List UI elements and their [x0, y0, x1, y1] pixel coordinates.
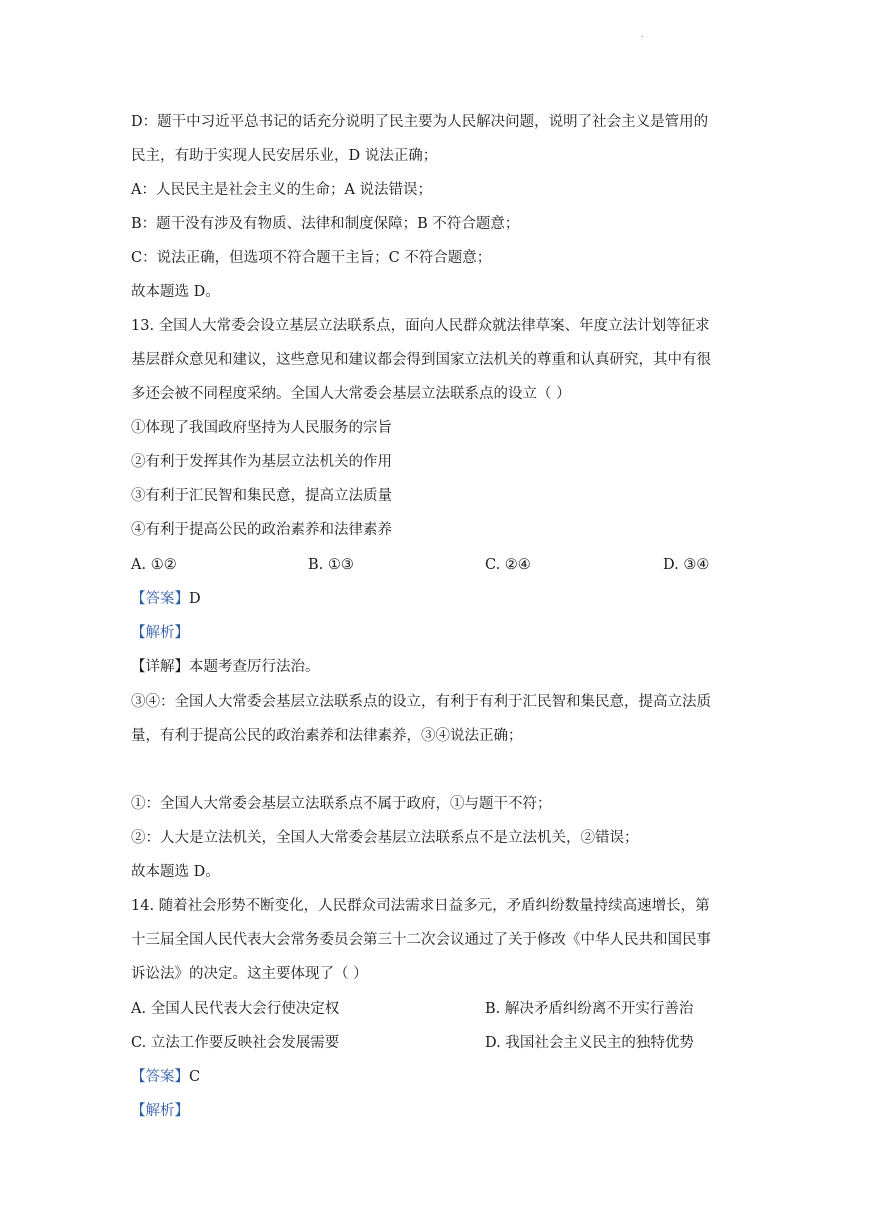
- q14-option-b: B. 解决矛盾纠纷离不开实行善治: [485, 1001, 694, 1017]
- q12-explanation-c: C：说法正确，但选项不符合题干主旨；C 不符合题意；: [131, 250, 492, 266]
- detail-label: 【详解】: [131, 659, 189, 675]
- answer-value: D: [189, 591, 201, 607]
- q13-stem-line1: 13. 全国人大常委会设立基层立法联系点，面向人民群众就法律草案、年度立法计划等征求: [131, 318, 710, 334]
- q13-statement-4: ④有利于提高公民的政治素养和法律素养: [131, 522, 392, 538]
- q13-conclusion: 故本题选 D。: [131, 864, 220, 880]
- q13-explanation-line2: 量，有利于提高公民的政治素养和法律素养，③④说法正确；: [131, 728, 523, 744]
- q14-stem-line3: 诉讼法》的决定。这主要体现了（ ）: [131, 966, 368, 982]
- header-mark: .: [641, 30, 644, 39]
- q14-option-d: D. 我国社会主义民主的独特优势: [485, 1035, 694, 1051]
- q13-analysis-heading: [131, 623, 189, 643]
- q14-stem-line2: 十三届全国人民代表大会常务委员会第三十二次会议通过了关于修改《中华人民共和国民事: [131, 932, 711, 948]
- q12-explanation-d-line2: 民主，有助于实现人民安居乐业，D 说法正确；: [131, 148, 438, 164]
- answer-label: 【答案】: [131, 1069, 189, 1085]
- q14-option-a: A. 全国人民代表大会行使决定权: [131, 1001, 340, 1017]
- q13-statement-1: ①体现了我国政府坚持为人民服务的宗旨: [131, 420, 392, 436]
- q13-explanation-line1: ③④：全国人大常委会基层立法联系点的设立，有利于有利于汇民智和集民意，提高立法质: [131, 694, 711, 710]
- answer-label: 【答案】: [131, 591, 189, 607]
- q13-stem-line3: 多还会被不同程度采纳。全国人大常委会基层立法联系点的设立（ ）: [131, 386, 571, 402]
- q12-explanation-a: A：人民民主是社会主义的生命；A 说法错误；: [131, 182, 433, 198]
- analysis-label: 【解析】: [131, 1103, 189, 1119]
- q13-option-a: A. ①②: [131, 557, 177, 573]
- q14-answer: [131, 1067, 200, 1087]
- q12-explanation-d-line1: D：题干中习近平总书记的话充分说明了民主要为人民解决问题，说明了社会主义是管用的: [131, 114, 709, 130]
- q13-option-b: B. ①③: [308, 557, 354, 573]
- q13-answer: [131, 589, 201, 609]
- q14-stem-line1: 14. 随着社会形势不断变化，人民群众司法需求日益多元，矛盾纠纷数量持续高速增长，第: [131, 898, 710, 914]
- q13-option-c: C. ②④: [485, 557, 531, 573]
- q13-statement-2: ②有利于发挥其作为基层立法机关的作用: [131, 454, 392, 470]
- answer-value: C: [189, 1069, 201, 1085]
- q12-conclusion: 故本题选 D。: [131, 284, 220, 300]
- analysis-label: 【解析】: [131, 625, 189, 641]
- q14-analysis-heading: [131, 1101, 189, 1121]
- q13-explanation-line4: ②：人大是立法机关，全国人大常委会基层立法联系点不是立法机关，②错误；: [131, 830, 639, 846]
- q14-option-c: C. 立法工作要反映社会发展需要: [131, 1035, 340, 1051]
- detail-text: 本题考查厉行法治。: [189, 659, 320, 675]
- q13-option-d: D. ③④: [663, 557, 710, 573]
- q13-detail: [131, 657, 320, 677]
- q13-explanation-line3: ①：全国人大常委会基层立法联系点不属于政府，①与题干不符；: [131, 796, 552, 812]
- q12-explanation-b: B：题干没有涉及有物质、法律和制度保障；B 不符合题意；: [131, 216, 520, 232]
- q13-stem-line2: 基层群众意见和建议，这些意见和建议都会得到国家立法机关的尊重和认真研究，其中有很: [131, 352, 711, 368]
- q13-statement-3: ③有利于汇民智和集民意，提高立法质量: [131, 488, 392, 504]
